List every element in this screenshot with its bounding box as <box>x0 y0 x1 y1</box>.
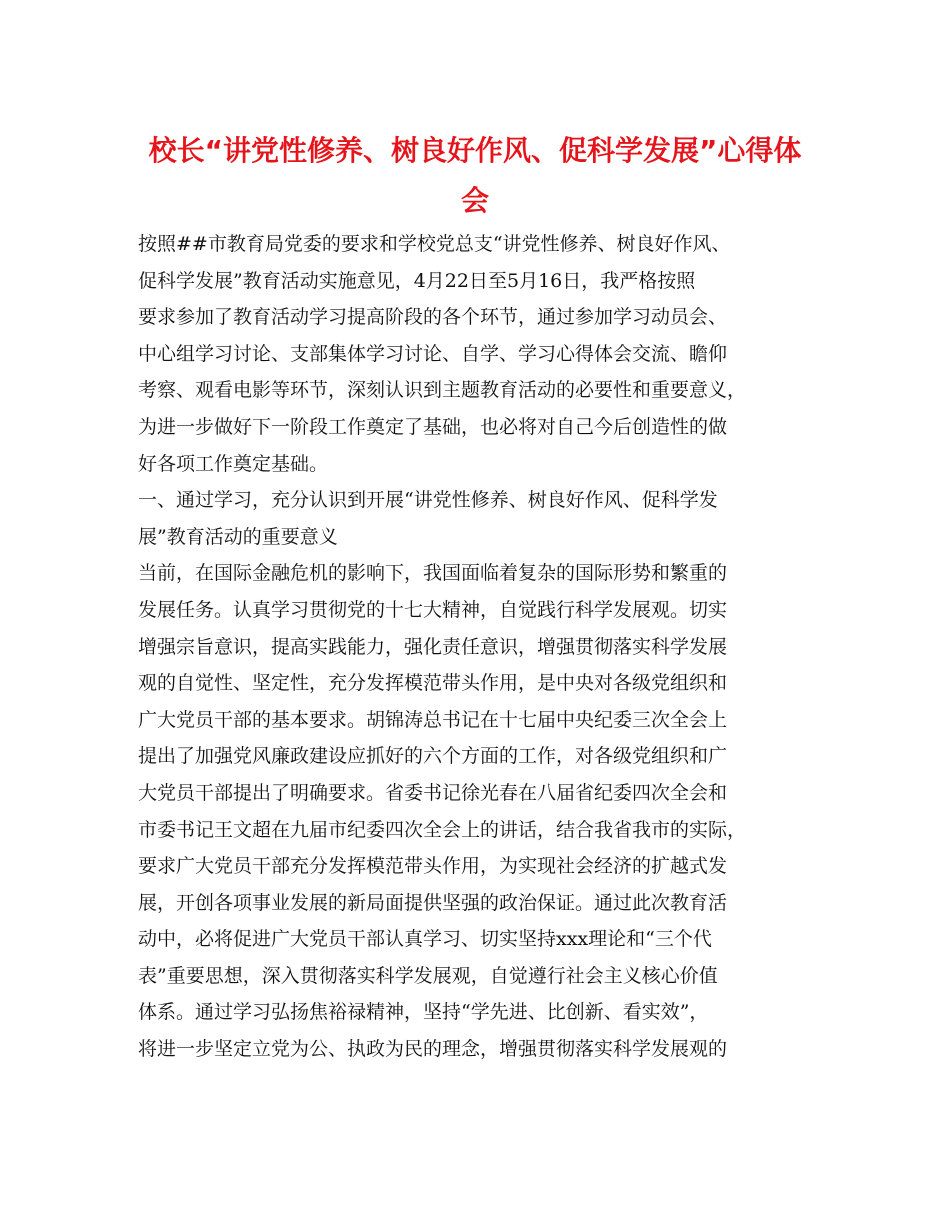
body-line: 广大党员干部的基本要求。胡锦涛总书记在十七届中央纪委三次全会上 <box>138 708 728 731</box>
body-line: 按照##市教育局党委的要求和学校党总支“讲党性修养、树良好作风、 <box>138 233 731 255</box>
document-body <box>138 226 828 1068</box>
body-line: 考察、观看电影等环节，深刻认识到主题教育活动的必要性和重要意义， <box>138 379 747 402</box>
body-line: 观的自觉性、坚定性，充分发挥模范带头作用，是中央对各级党组织和 <box>138 672 728 695</box>
title-line-2: 会 <box>460 184 489 217</box>
body-line: 发展任务。认真学习贯彻党的十七大精神，自觉践行科学发展观。切实 <box>138 598 728 621</box>
body-line: 提出了加强党风廉政建设应抓好的六个方面的工作，对各级党组织和广 <box>138 745 728 768</box>
body-line: 好各项工作奠定基础。 <box>138 452 329 475</box>
body-line: 中心组学习讨论、支部集体学习讨论、自学、学习心得体会交流、瞻仰 <box>138 342 728 365</box>
section-heading-line: 一、通过学习，充分认识到开展“讲党性修养、树良好作风、促科学发 <box>138 489 718 512</box>
document-title <box>130 126 820 226</box>
body-line: 市委书记王文超在九届市纪委四次全会上的讲话，结合我省我市的实际， <box>138 818 747 841</box>
body-line: 要求参加了教育活动学习提高阶段的各个环节，通过参加学习动员会、 <box>138 306 728 329</box>
body-line: 促科学发展”教育活动实施意见，4月22日至5月16日，我严格按照 <box>138 269 696 292</box>
body-line: 表”重要思想，深入贯彻落实科学发展观，自觉遵行社会主义核心价值 <box>138 964 718 987</box>
body-line: 体系。通过学习弘扬焦裕禄精神，坚持“学先进、比创新、看实效”， <box>138 1001 709 1024</box>
body-line: 当前，在国际金融危机的影响下，我国面临着复杂的国际形势和繁重的 <box>138 562 728 585</box>
body-line: 展，开创各项事业发展的新局面提供坚强的政治保证。通过此次教育活 <box>138 891 728 914</box>
body-line: 动中，必将促进广大党员干部认真学习、切实坚持xxx理论和“三个代 <box>138 928 712 951</box>
body-line: 为进一步做好下一阶段工作奠定了基础，也必将对自己今后创造性的做 <box>138 415 728 438</box>
title-line-1: 校长“讲党性修养、树良好作风、促科学发展”心得体 <box>148 134 802 167</box>
body-line: 将进一步坚定立党为公、执政为民的理念，增强贯彻落实科学发展观的 <box>138 1038 728 1061</box>
body-line: 增强宗旨意识，提高实践能力，强化责任意识，增强贯彻落实科学发展 <box>138 635 728 658</box>
section-heading-line: 展”教育活动的重要意义 <box>138 525 338 548</box>
body-line: 要求广大党员干部充分发挥模范带头作用，为实现社会经济的扩越式发 <box>138 855 728 878</box>
body-line: 大党员干部提出了明确要求。省委书记徐光春在八届省纪委四次全会和 <box>138 781 728 804</box>
